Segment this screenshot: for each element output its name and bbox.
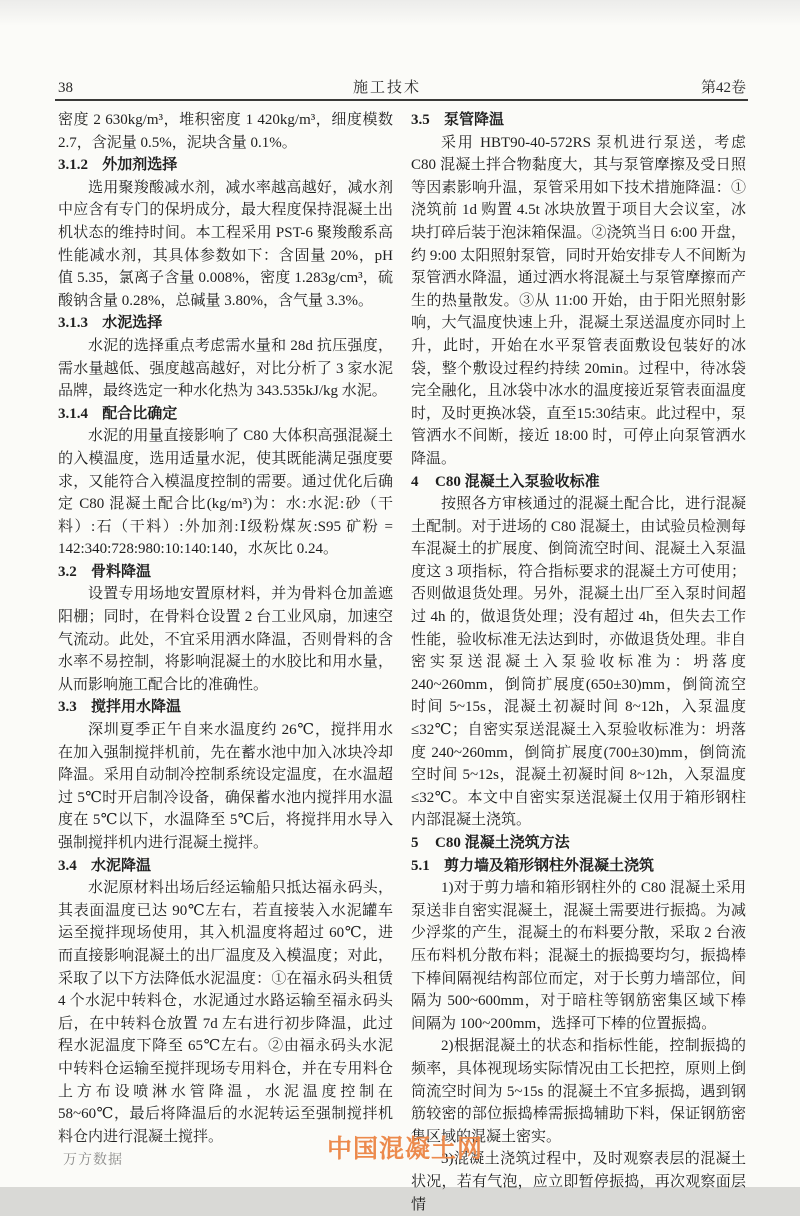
section-number: 5 <box>411 835 419 851</box>
paragraph: 设置专用场地安置原材料，并为骨料仓加盖遮阳棚；同时，在骨料仓设置 2 台工业风扇，加速空气流动。此处，不宜采用洒水降温，否则骨料的含水率不易控制，将影响混凝土的水胶比和用水量，从而影响施工配合比的准确性。 <box>58 586 393 693</box>
section-number: 3.1.4 <box>58 405 88 422</box>
section-title: 外加剂选择 <box>102 157 178 174</box>
journal-title: 施工技术 <box>352 80 421 96</box>
section-title: 配合比确定 <box>102 405 178 422</box>
paragraph: 2)根据混凝土的状态和指标性能，控制振捣的频率，具体视现场实际情况由工长把控，原则上倒筒流空时间为 5~15s 的混凝土不宜多振捣，遇到钢筋较密的部位振捣棒需振捣辅助下料，保证钢筋密集区域的混凝土密实。 <box>411 1038 746 1145</box>
paragraph: 选用聚羧酸减水剂，减水率越高越好，减水剂中应含有专门的保坍成分，最大程度保持混凝土出机状态的维持时间。本工程采用 PST-6 聚羧酸系高性能减水剂，其具体参数如下：含固量 20%，pH 值 5.35，氯离子含量 0.008%，密度 1.283g/cm³，硫酸钠含量 0.28%，总碱量 3.80%，含气量 3.3%。 <box>58 179 393 309</box>
right-column <box>411 109 746 1213</box>
header-divider-rule <box>55 99 748 101</box>
paragraph: 水泥的用量直接影响了 C80 大体积高强混凝土的入模温度，选用适量水泥，使其既能满足强度要求，又能符合入模温度控制的需要。通过优化后确定 C80 混凝土配合比(kg/m³)为：水:水泥:砂（干料）:石（干料）:外加剂:Ⅰ级粉煤灰:S95 矿粉 = 142:340:728:980:10:140:140，水灰比 0.24。 <box>58 428 393 558</box>
section-number: 3.5 <box>411 112 430 128</box>
section-heading <box>411 855 746 878</box>
section-title: 骨料降温 <box>91 563 152 580</box>
site-watermark: 中国混凝土网 <box>327 1135 484 1163</box>
section-title: 剪力墙及箱形钢柱外混凝土浇筑 <box>444 857 655 874</box>
section-title: 水泥降温 <box>91 857 152 874</box>
paragraph: 按照各方审核通过的混凝土配合比，进行混凝土配制。对于进场的 C80 混凝土，由试验员检测每车混凝土的扩展度、倒筒流空时间、混凝土入泵温度这 3 项指标，符合指标要求的混凝土方可使用；否则做退货处理。另外，混凝土出厂至入泵时间超过 4h 的，做退货处理；没有超过 4h，但失去工作性能，验收标准无法达到时，亦做退货处理。非自密实泵送混凝土入泵验收标准为：坍落度 240~260mm，倒筒扩展度(650±30)mm，倒筒流空时间 5~15s，混凝土初凝时间 8~12h，入泵温度≤32℃；自密实泵送混凝土入泵验收标准为：坍落度 240~260mm，倒筒扩展度(700±30)mm，倒筒流空时间 5~12s，混凝土初凝时间 8~12h，入泵温度≤32℃。本文中自密实泵送混凝土仅用于箱形钢柱内部混凝土浇筑。 <box>411 496 746 829</box>
section-title: 泵管降温 <box>444 112 505 128</box>
section-number: 4 <box>411 473 419 490</box>
paragraph: 水泥的选择重点考虑需水量和 28d 抗压强度，需水量越低、强度越高越好，对比分析了 3 家水泥品牌，最终选定一种水化热为 343.535kJ/kg 水泥。 <box>58 337 393 400</box>
page-number: 38 <box>58 80 73 96</box>
section-heading <box>411 832 746 855</box>
section-number: 3.4 <box>58 857 77 874</box>
paragraph-continuation: 密度 2 630kg/m³，堆积密度 1 420kg/m³，细度模数 2.7，含泥量 0.5%，泥块含量 0.1%。 <box>58 112 393 151</box>
section-number: 3.3 <box>58 699 77 716</box>
paragraph: 1)对于剪力墙和箱形钢柱外的 C80 混凝土采用泵送非自密实混凝土，混凝土需要进行振捣。为减少浮浆的产生，混凝土的布料要分散，采取 2 台液压布料机分散布料；混凝土的振捣要均匀，振捣棒下棒间隔视结构部位而定，对于长剪力墙部位，间隔为 500~600mm，对于暗柱等钢筋密集区域下棒间隔为 100~200mm，选择可下棒的位置振捣。 <box>411 880 746 1032</box>
section-heading <box>58 403 393 426</box>
section-number: 3.1.2 <box>58 157 88 174</box>
section-heading <box>411 109 746 132</box>
section-number: 3.1.3 <box>58 315 88 332</box>
paragraph: 深圳夏季正午自来水温度约 26℃，搅拌用水在加入强制搅拌机前，先在蓄水池中加入冰块冷却降温。采用自动制冷控制系统设定温度，在水温超过 5℃时开启制冷设备，确保蓄水池内搅拌用水温度在 5℃以下，水温降至 5℃后，将搅拌用水导入强制搅拌机内进行混凝土搅拌。 <box>58 722 393 851</box>
section-heading <box>411 471 746 494</box>
section-number: 5.1 <box>411 857 430 874</box>
section-heading <box>58 855 393 878</box>
section-title: 水泥选择 <box>102 315 163 332</box>
page-header <box>58 76 746 97</box>
section-title: C80 混凝土浇筑方法 <box>435 835 570 851</box>
section-heading <box>58 696 393 719</box>
section-title: C80 混凝土入泵验收标准 <box>435 473 600 490</box>
section-number: 3.2 <box>58 563 77 580</box>
section-heading <box>58 561 393 584</box>
left-column <box>58 109 393 1145</box>
paragraph: 水泥原材料出场后经运输船只抵达福永码头，其表面温度已达 90℃左右，若直接装入水泥罐车运至搅拌现场使用，其入机温度将超过 60℃，进而直接影响混凝土的出厂温度及入模温度；对此，采取了以下方法降低水泥温度：①在福永码头租赁 4 个水泥中转料仓，水泥通过水路运输至福永码头后，在中转料仓放置 7d 左右进行初步降温，此过程水泥温度下降至 65℃左右。②由福永码头水泥中转料仓运输至搅拌现场专用料仓，并在专用料仓上方布设喷淋水管降温，水泥温度控制在 58~60℃，最后将降温后的水泥转运至强制搅拌机料仓内进行混凝土搅拌。 <box>58 880 393 1145</box>
paragraph: 采用 HBT90-40-572RS 泵机进行泵送，考虑 C80 混凝土拌合物黏度大，其与泵管摩擦及受日照等因素影响升温，泵管采用如下技术措施降温：①浇筑前 1d 购置 4.5t 冰块放置于项目大会议室，冰块打碎后装于泡沫箱保温。②浇筑当日 6:00 开盘，约 9:00 太阳照射泵管，同时开始安排专人不间断为泵管洒水降温，通过洒水将混凝土与泵管摩擦而产生的热量散发。③从 11:00 开始，由于阳光照射影响，大气温度快速上升，混凝土泵送温度亦同时上升，此时，开始在水平泵管表面敷设包装好的冰袋，整个敷设过程约持续 20min。过程中，待冰袋完全融化，且冰袋中冰水的温度接近泵管表面温度时，及时更换冰袋，直至15:30结束。此过程中，泵管洒水不间断，接近 18:00 时，可停止向泵管洒水降温。 <box>411 134 746 467</box>
section-heading <box>58 312 393 335</box>
section-heading <box>58 154 393 177</box>
wanfang-data-mark: 万方数据 <box>63 1153 123 1168</box>
paragraph: 3)混凝土浇筑过程中，及时观察表层的混凝土状况，若有气泡，应立即暂停振捣，再次观察面层情 <box>411 1151 746 1213</box>
section-title: 搅拌用水降温 <box>91 699 182 716</box>
volume-label: 第42卷 <box>700 80 746 96</box>
